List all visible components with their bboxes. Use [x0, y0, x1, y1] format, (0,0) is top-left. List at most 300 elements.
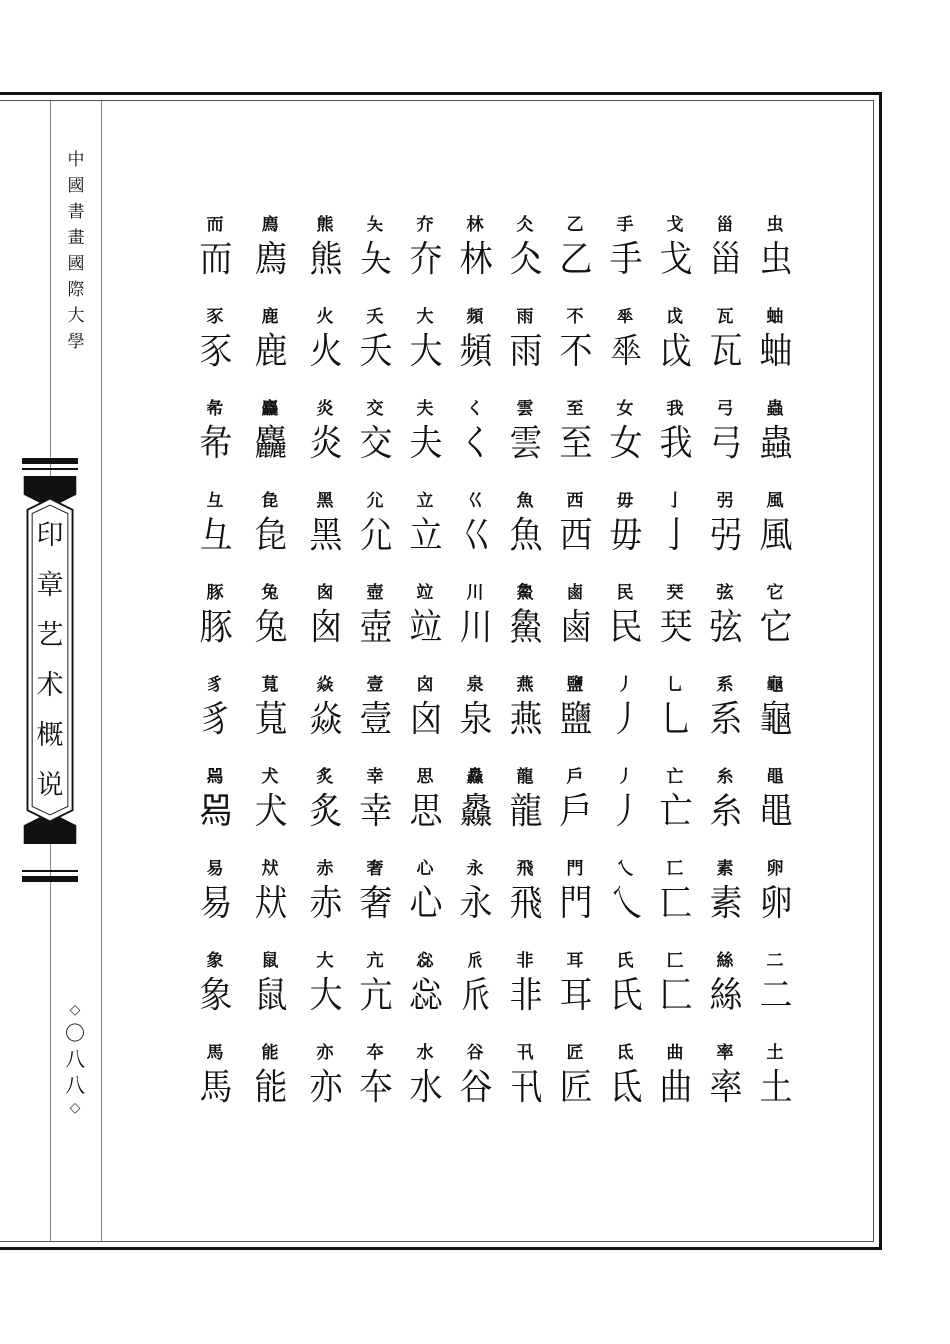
- seal-script-glyph: 𤉡: [199, 789, 231, 832]
- ribbon-bar-top-thin: [22, 468, 78, 470]
- table-cell: [245, 675, 295, 765]
- seal-script-glyph: 豕: [199, 329, 231, 372]
- table-cell: [190, 491, 240, 581]
- table-cell: [600, 307, 650, 397]
- table-column: [450, 215, 500, 1135]
- table-cell: [300, 399, 350, 489]
- table-cell: [300, 767, 350, 857]
- table-cell: [650, 767, 700, 857]
- table-cell: [300, 491, 350, 581]
- seal-script-glyph: 𩺰: [509, 605, 541, 648]
- table-cell: [190, 215, 240, 305]
- table-cell: [245, 399, 295, 489]
- seal-script-glyph: 鹵: [559, 605, 591, 648]
- seal-script-glyph: 𠦬: [609, 329, 641, 372]
- seal-script-glyph: 卂: [509, 1065, 541, 1108]
- table-cell: [750, 307, 800, 397]
- seal-script-glyph: 大: [409, 329, 441, 372]
- regular-script-label: 弓: [716, 399, 734, 419]
- regular-script-label: 匚: [666, 951, 684, 971]
- table-cell: [300, 859, 350, 949]
- regular-script-label: 風: [766, 491, 784, 511]
- seal-script-glyph: 糸: [709, 789, 741, 832]
- seal-script-glyph: 㲋: [254, 513, 286, 556]
- regular-script-label: 素: [716, 859, 734, 879]
- regular-script-label: 毋: [616, 491, 634, 511]
- seal-script-glyph: 亅: [659, 513, 691, 556]
- regular-script-label: 而: [206, 215, 224, 235]
- regular-script-label: 夨: [366, 215, 384, 235]
- table-cell: [350, 859, 400, 949]
- chapter-tag-char: 章: [36, 570, 64, 601]
- table-cell: [500, 859, 550, 949]
- table-cell: [550, 1043, 600, 1133]
- seal-script-glyph: 曲: [659, 1065, 691, 1108]
- table-cell: [700, 215, 750, 305]
- seal-script-glyph: 耳: [559, 973, 591, 1016]
- table-column: [400, 215, 450, 1135]
- regular-script-label: 林: [466, 215, 484, 235]
- table-cell: [600, 399, 650, 489]
- regular-script-label: 豕: [206, 307, 224, 327]
- seal-script-glyph: 魚: [509, 513, 541, 556]
- regular-script-label: 立: [416, 491, 434, 511]
- regular-script-label: 戶: [566, 767, 584, 787]
- chapter-tag-char: 概: [36, 720, 64, 751]
- seal-script-glyph: 夫: [409, 421, 441, 464]
- seal-script-glyph: 絲: [709, 973, 741, 1016]
- seal-script-glyph: 囪: [309, 605, 341, 648]
- table-cell: [400, 491, 450, 581]
- seal-script-glyph: 𠂢: [459, 973, 491, 1016]
- table-cell: [400, 1043, 450, 1133]
- table-cell: [700, 307, 750, 397]
- seal-script-glyph: 豸: [199, 697, 231, 740]
- spine-title-char: 際: [67, 280, 85, 300]
- table-cell: [190, 951, 240, 1041]
- table-cell: [700, 491, 750, 581]
- table-cell: [245, 491, 295, 581]
- table-cell: [245, 583, 295, 673]
- table-cell: [650, 583, 700, 673]
- regular-script-label: 頻: [466, 307, 484, 327]
- seal-script-glyph: 廌: [254, 237, 286, 280]
- regular-script-label: 心: [416, 859, 434, 879]
- regular-script-label: 燕: [516, 675, 534, 695]
- table-cell: [750, 859, 800, 949]
- chapter-tag-char: 印: [36, 520, 64, 551]
- seal-script-glyph: 龍: [509, 789, 541, 832]
- seal-script-glyph: 燕: [509, 697, 541, 740]
- regular-script-label: 㲋: [261, 491, 279, 511]
- table-column: [300, 215, 350, 1135]
- table-cell: [400, 399, 450, 489]
- regular-script-label: 雨: [516, 307, 534, 327]
- table-cell: [600, 583, 650, 673]
- table-cell: [600, 951, 650, 1041]
- regular-script-label: 雲: [516, 399, 534, 419]
- table-cell: [190, 675, 240, 765]
- regular-script-label: 巜: [466, 491, 484, 511]
- table-cell: [300, 215, 350, 305]
- seal-script-glyph: 萈: [254, 697, 286, 740]
- table-cell: [600, 215, 650, 305]
- table-cell: [500, 583, 550, 673]
- seal-script-glyph: 戈: [659, 237, 691, 280]
- regular-script-label: 蚰: [766, 307, 784, 327]
- table-cell: [650, 215, 700, 305]
- table-cell: [300, 1043, 350, 1133]
- regular-script-label: 鹵: [566, 583, 584, 603]
- seal-script-glyph: 幸: [359, 789, 391, 832]
- table-cell: [550, 859, 600, 949]
- table-cell: [650, 399, 700, 489]
- table-cell: [600, 675, 650, 765]
- table-cell: [500, 951, 550, 1041]
- seal-script-glyph: 氏: [609, 973, 641, 1016]
- regular-script-label: 仌: [516, 215, 534, 235]
- table-cell: [400, 583, 450, 673]
- seal-script-glyph: 卵: [759, 881, 791, 924]
- seal-script-glyph: 西: [559, 513, 591, 556]
- seal-script-glyph: 丿: [609, 789, 641, 832]
- seal-script-glyph: 夲: [359, 1065, 391, 1108]
- regular-script-label: 炙: [316, 767, 334, 787]
- table-cell: [350, 767, 400, 857]
- regular-script-label: 萈: [261, 675, 279, 695]
- seal-script-glyph: 能: [254, 1065, 286, 1108]
- table-cell: [700, 859, 750, 949]
- seal-script-glyph: 匸: [659, 881, 691, 924]
- table-cell: [245, 767, 295, 857]
- table-cell: [500, 399, 550, 489]
- table-cell: [450, 951, 500, 1041]
- regular-script-label: 黽: [766, 767, 784, 787]
- page-number-top-mark: ◇: [69, 1002, 81, 1018]
- seal-script-glyph: 尣: [359, 513, 391, 556]
- seal-script-glyph: 非: [509, 973, 541, 1016]
- regular-script-label: 水: [416, 1043, 434, 1063]
- seal-script-glyph: 㹜: [254, 881, 286, 924]
- seal-script-glyph: 壹: [359, 697, 391, 740]
- regular-script-label: 惢: [416, 951, 434, 971]
- regular-script-label: 門: [566, 859, 584, 879]
- seal-script-glyph: 率: [709, 1065, 741, 1108]
- regular-script-label: 匸: [666, 859, 684, 879]
- table-cell: [650, 1043, 700, 1133]
- seal-script-glyph: 我: [659, 421, 691, 464]
- table-cell: [750, 583, 800, 673]
- regular-script-label: 丿: [616, 675, 634, 695]
- seal-script-glyph: 女: [609, 421, 641, 464]
- seal-script-glyph: 水: [409, 1065, 441, 1108]
- table-cell: [400, 859, 450, 949]
- table-column: [245, 215, 295, 1135]
- regular-script-label: 戈: [666, 215, 684, 235]
- seal-script-glyph: 乙: [559, 237, 591, 280]
- seal-script-glyph: く: [459, 421, 491, 464]
- regular-script-label: 𠂢: [466, 951, 484, 971]
- seal-script-glyph: 它: [759, 605, 791, 648]
- regular-script-label: 𩺰: [516, 583, 534, 603]
- seal-script-glyph: 手: [609, 237, 641, 280]
- seal-script-glyph: 交: [359, 421, 391, 464]
- regular-script-label: 氏: [616, 951, 634, 971]
- table-cell: [600, 859, 650, 949]
- regular-script-label: 焱: [316, 675, 334, 695]
- table-cell: [700, 1043, 750, 1133]
- seal-script-glyph: 麤: [254, 421, 286, 464]
- table-cell: [650, 951, 700, 1041]
- regular-script-label: 土: [766, 1043, 784, 1063]
- regular-script-label: 泉: [466, 675, 484, 695]
- table-column: [700, 215, 750, 1135]
- regular-script-label: 二: [766, 951, 784, 971]
- table-cell: [300, 951, 350, 1041]
- table-cell: [190, 767, 240, 857]
- regular-script-label: 象: [206, 951, 224, 971]
- regular-script-label: 龍: [516, 767, 534, 787]
- table-cell: [190, 399, 240, 489]
- seal-script-glyph: 炎: [309, 421, 341, 464]
- regular-script-label: 曲: [666, 1043, 684, 1063]
- seal-script-glyph: 毋: [609, 513, 641, 556]
- regular-script-label: 鹿: [261, 307, 279, 327]
- regular-script-label: 戉: [666, 307, 684, 327]
- regular-script-label: 夫: [416, 399, 434, 419]
- regular-script-label: 尣: [366, 491, 384, 511]
- table-cell: [350, 675, 400, 765]
- table-cell: [350, 307, 400, 397]
- page-number-bottom-mark: ◇: [69, 1100, 81, 1116]
- regular-script-label: 匠: [566, 1043, 584, 1063]
- regular-script-label: 非: [516, 951, 534, 971]
- page-number-digit: 八: [65, 1047, 85, 1071]
- table-cell: [600, 767, 650, 857]
- table-cell: [350, 399, 400, 489]
- regular-script-label: 麤: [261, 399, 279, 419]
- table-cell: [700, 951, 750, 1041]
- seal-script-glyph: 二: [759, 973, 791, 1016]
- ribbon-bar-bottom-thick: [22, 876, 78, 882]
- seal-script-glyph: 熊: [309, 237, 341, 280]
- regular-script-label: 易: [206, 859, 224, 879]
- table-cell: [600, 491, 650, 581]
- table-cell: [245, 859, 295, 949]
- spine-book-title: [62, 150, 90, 352]
- seal-script-glyph: 思: [409, 789, 441, 832]
- regular-script-label: 炎: [316, 399, 334, 419]
- regular-script-label: 𤉡: [206, 767, 224, 787]
- table-cell: [350, 491, 400, 581]
- seal-script-glyph: 夭: [359, 329, 391, 372]
- seal-script-glyph: 惢: [409, 973, 441, 1016]
- regular-script-label: 亡: [666, 767, 684, 787]
- spine-title-char: 國: [67, 254, 85, 274]
- table-cell: [450, 399, 500, 489]
- regular-script-label: 𠦬: [616, 307, 634, 327]
- seal-script-glyph: 黽: [759, 789, 791, 832]
- table-column: [550, 215, 600, 1135]
- seal-script-glyph: 泉: [459, 697, 491, 740]
- seal-script-glyph: 囟: [409, 697, 441, 740]
- seal-script-glyph: 亢: [359, 973, 391, 1016]
- seal-script-glyph: 戉: [659, 329, 691, 372]
- seal-script-glyph: 兔: [254, 605, 286, 648]
- seal-script-glyph: 夰: [409, 237, 441, 280]
- regular-script-label: 卂: [516, 1043, 534, 1063]
- seal-script-glyph: 黑: [309, 513, 341, 556]
- table-cell: [750, 491, 800, 581]
- regular-script-label: 至: [566, 399, 584, 419]
- regular-script-label: 竝: [416, 583, 434, 603]
- regular-script-label: 大: [416, 307, 434, 327]
- page-number-digit: 〇: [65, 1021, 85, 1045]
- seal-script-glyph: 虫: [759, 237, 791, 280]
- table-cell: [750, 767, 800, 857]
- regular-script-label: 鹽: [566, 675, 584, 695]
- table-cell: [550, 951, 600, 1041]
- table-cell: [550, 583, 600, 673]
- table-cell: [350, 215, 400, 305]
- table-cell: [450, 583, 500, 673]
- regular-script-label: 珡: [666, 583, 684, 603]
- regular-script-label: 亦: [316, 1043, 334, 1063]
- seal-script-glyph: 灥: [459, 789, 491, 832]
- regular-script-label: 瓦: [716, 307, 734, 327]
- seal-script-glyph: 乚: [659, 697, 691, 740]
- regular-script-label: 馬: [206, 1043, 224, 1063]
- table-cell: [550, 675, 600, 765]
- table-cell: [245, 1043, 295, 1133]
- table-cell: [600, 1043, 650, 1133]
- regular-script-label: く: [466, 399, 484, 419]
- seal-script-glyph: 亡: [659, 789, 691, 832]
- table-cell: [245, 307, 295, 397]
- table-cell: [450, 491, 500, 581]
- seal-script-glyph: 彑: [199, 513, 231, 556]
- table-cell: [450, 215, 500, 305]
- chapter-tag-char: 说: [36, 770, 64, 801]
- regular-script-label: 不: [566, 307, 584, 327]
- table-cell: [190, 1043, 240, 1133]
- regular-script-label: 大: [316, 951, 334, 971]
- spine-title-char: 書: [67, 202, 85, 222]
- chapter-tag-title: [22, 520, 78, 802]
- seal-script-glyph: 至: [559, 421, 591, 464]
- table-cell: [350, 951, 400, 1041]
- regular-script-label: 夭: [366, 307, 384, 327]
- table-column: [600, 215, 650, 1135]
- regular-script-label: 蟲: [766, 399, 784, 419]
- chapter-tag-char: 术: [36, 670, 64, 701]
- regular-script-label: 弜: [716, 491, 734, 511]
- regular-script-label: 民: [616, 583, 634, 603]
- seal-script-glyph: 㣇: [199, 421, 231, 464]
- regular-script-label: 犬: [261, 767, 279, 787]
- seal-script-glyph: 氐: [609, 1065, 641, 1108]
- table-cell: [400, 951, 450, 1041]
- regular-script-label: 谷: [466, 1043, 484, 1063]
- seal-script-glyph: 鹿: [254, 329, 286, 372]
- seal-script-glyph: 壺: [359, 605, 391, 648]
- table-cell: [550, 491, 600, 581]
- regular-script-label: 赤: [316, 859, 334, 879]
- regular-script-label: 丿: [616, 767, 634, 787]
- regular-script-label: 我: [666, 399, 684, 419]
- table-cell: [245, 951, 295, 1041]
- table-cell: [245, 215, 295, 305]
- regular-script-label: 魚: [516, 491, 534, 511]
- regular-script-label: 女: [616, 399, 634, 419]
- seal-script-glyph: 弓: [709, 421, 741, 464]
- table-column: [500, 215, 550, 1135]
- table-cell: [450, 767, 500, 857]
- seal-script-glyph: 鼠: [254, 973, 286, 1016]
- regular-script-label: 夰: [416, 215, 434, 235]
- table-cell: [700, 583, 750, 673]
- regular-script-label: 糸: [716, 767, 734, 787]
- seal-script-glyph: 雨: [509, 329, 541, 372]
- regular-script-label: 手: [616, 215, 634, 235]
- regular-script-label: 囟: [416, 675, 434, 695]
- seal-script-glyph: 弜: [709, 513, 741, 556]
- regular-script-label: 虫: [766, 215, 784, 235]
- seal-script-glyph: 蚰: [759, 329, 791, 372]
- table-cell: [300, 675, 350, 765]
- table-cell: [650, 859, 700, 949]
- table-cell: [750, 675, 800, 765]
- seal-script-glyph: 乀: [609, 881, 641, 924]
- regular-script-label: 㣇: [206, 399, 224, 419]
- regular-script-label: 乀: [616, 859, 634, 879]
- regular-script-label: 乙: [566, 215, 584, 235]
- table-cell: [300, 307, 350, 397]
- spine-title-char: 畫: [67, 228, 85, 248]
- seal-script-glyph: 瓦: [709, 329, 741, 372]
- table-cell: [650, 675, 700, 765]
- seal-script-glyph: 奢: [359, 881, 391, 924]
- regular-script-label: 卵: [766, 859, 784, 879]
- seal-script-glyph: 丿: [609, 697, 641, 740]
- seal-script-glyph: 珡: [659, 605, 691, 648]
- table-cell: [350, 1043, 400, 1133]
- regular-script-label: 黑: [316, 491, 334, 511]
- table-cell: [500, 215, 550, 305]
- regular-script-label: 火: [316, 307, 334, 327]
- regular-script-label: 灥: [466, 767, 484, 787]
- table-cell: [500, 675, 550, 765]
- ribbon-bar-bottom-thin: [22, 870, 78, 872]
- seal-script-glyph: 象: [199, 973, 231, 1016]
- table-cell: [750, 1043, 800, 1133]
- seal-script-glyph: 川: [459, 605, 491, 648]
- regular-script-label: 氐: [616, 1043, 634, 1063]
- table-column: [750, 215, 800, 1135]
- page-number-digit: 八: [65, 1073, 85, 1097]
- regular-script-label: 囪: [316, 583, 334, 603]
- regular-script-label: 亢: [366, 951, 384, 971]
- table-cell: [750, 951, 800, 1041]
- regular-script-label: 亅: [666, 491, 684, 511]
- seal-script-glyph: 火: [309, 329, 341, 372]
- seal-script-glyph: 心: [409, 881, 441, 924]
- table-cell: [700, 399, 750, 489]
- table-cell: [400, 675, 450, 765]
- seal-script-glyph: 風: [759, 513, 791, 556]
- table-cell: [500, 1043, 550, 1133]
- regular-script-label: 川: [466, 583, 484, 603]
